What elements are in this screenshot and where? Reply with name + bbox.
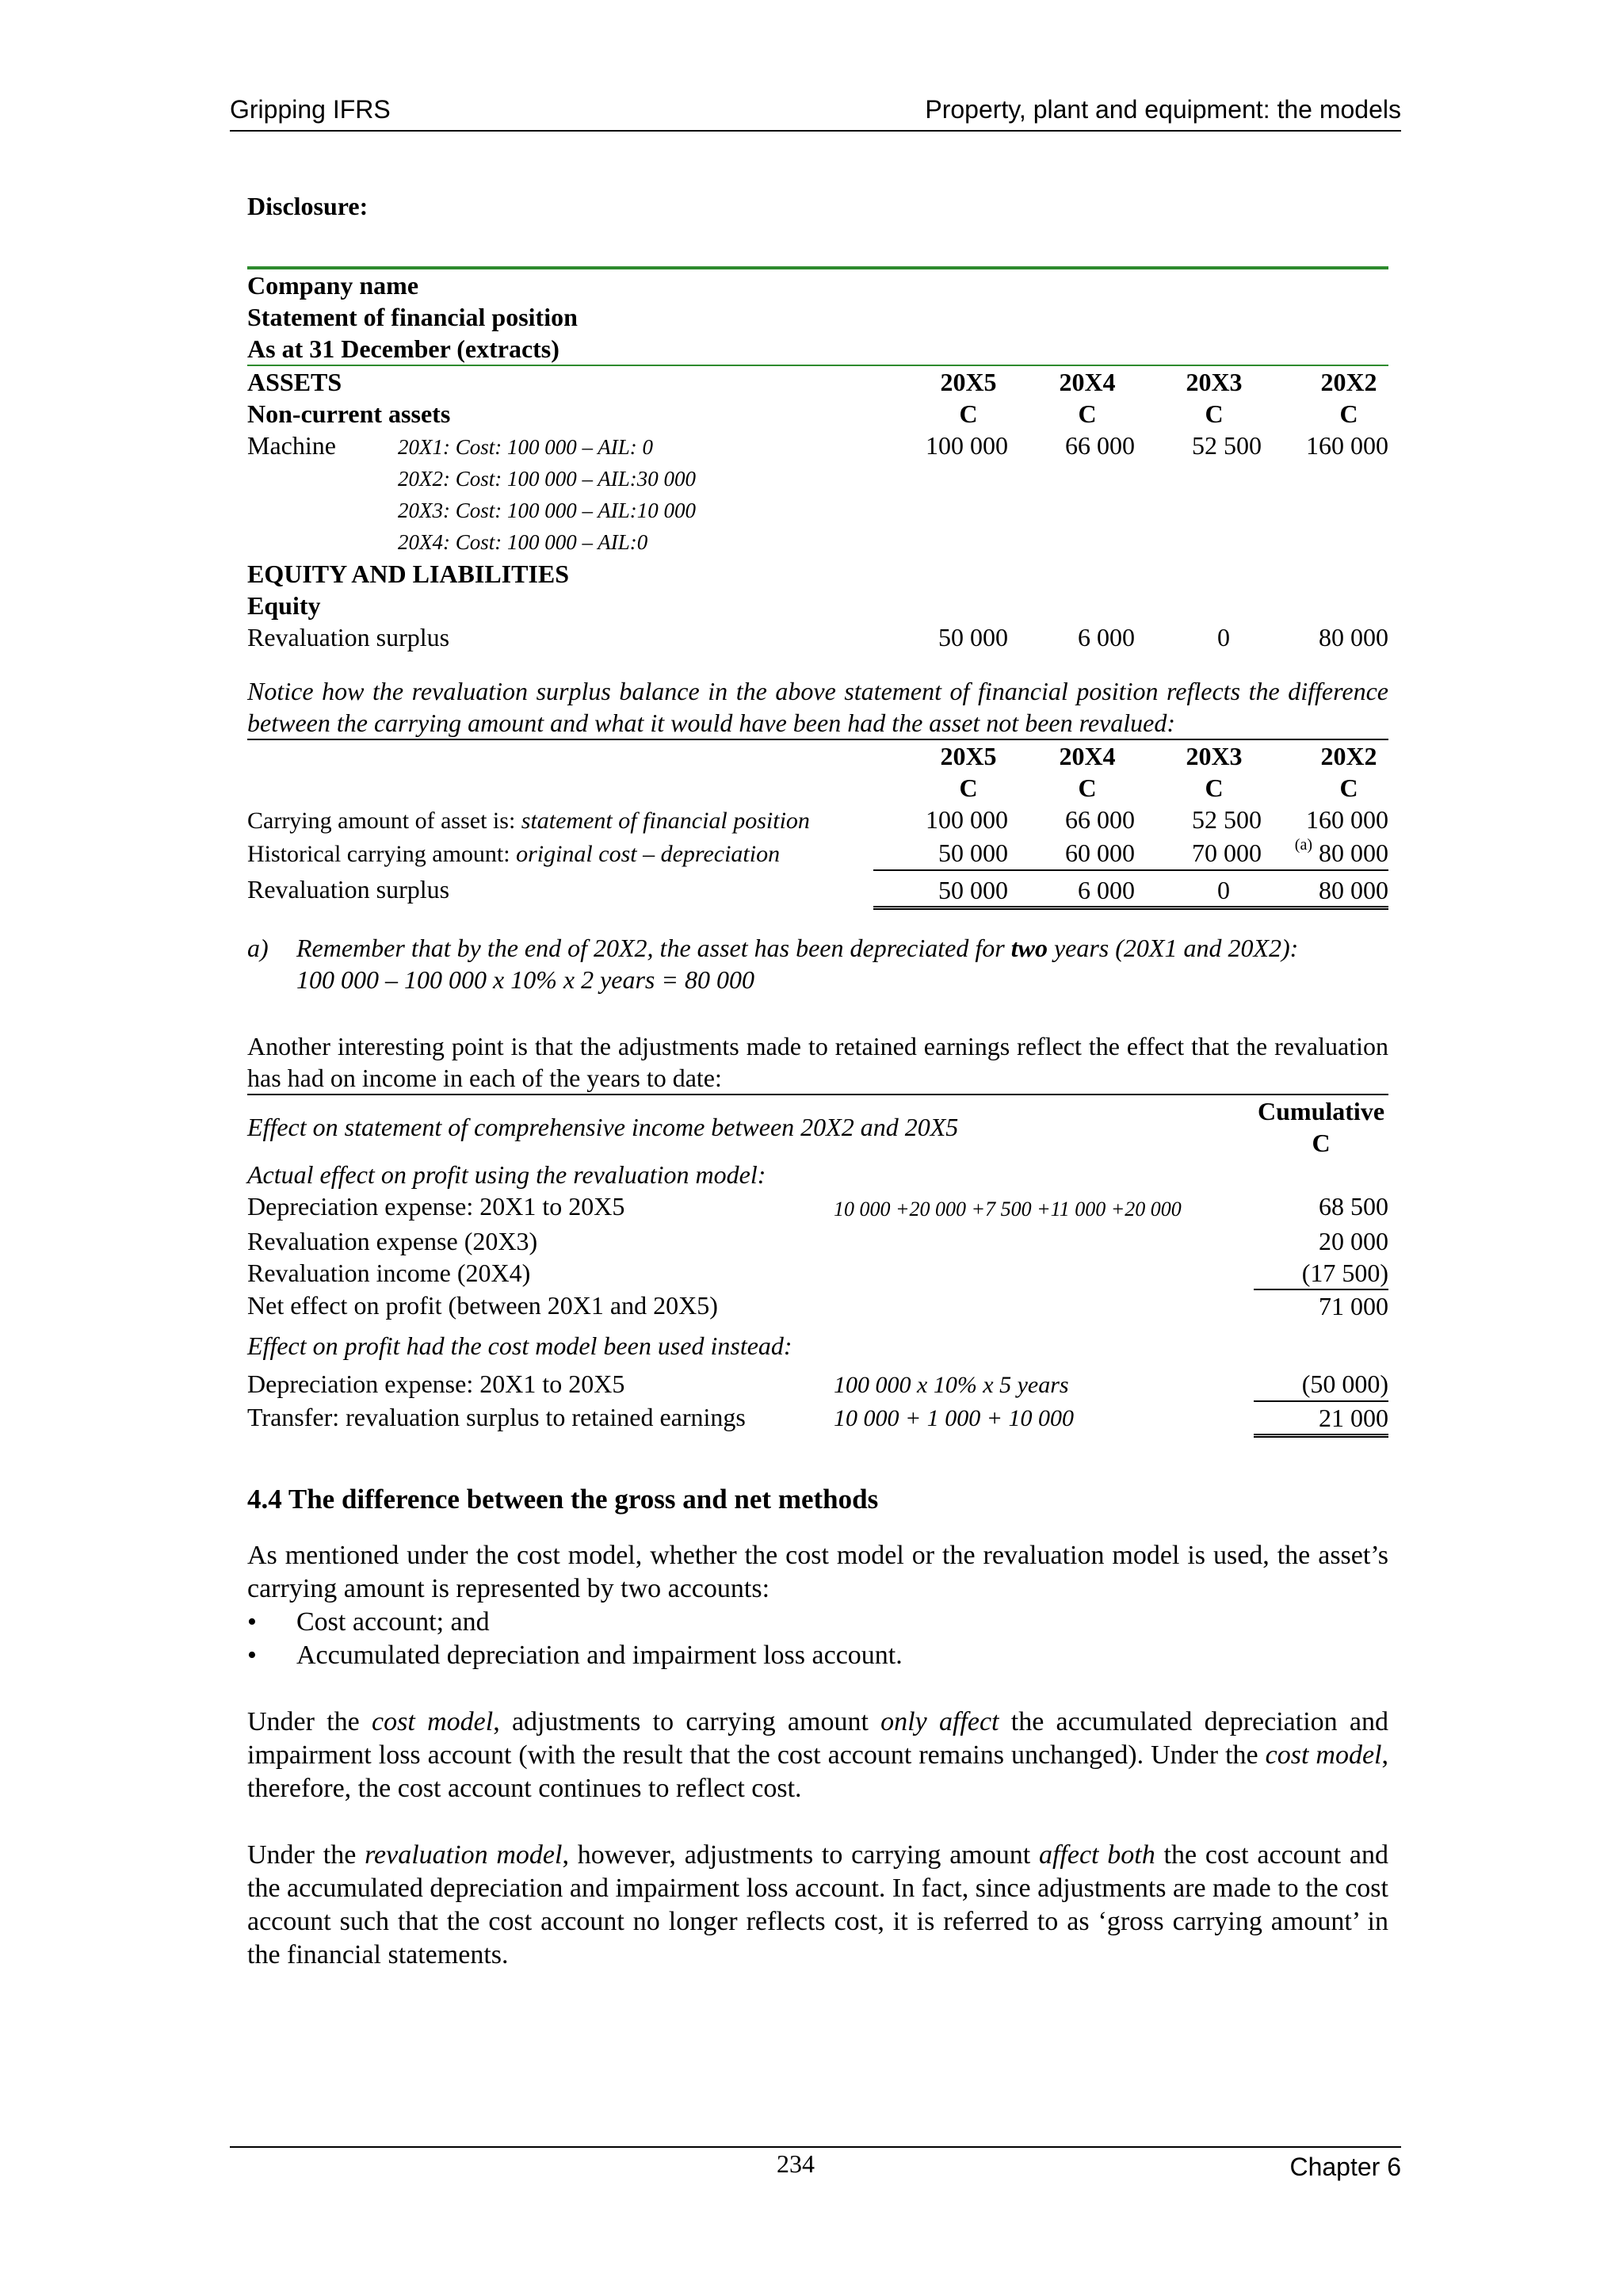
list-item: • Cost account; and	[247, 1606, 1388, 1639]
table-cell: 80 000	[1319, 623, 1388, 651]
reval-surplus-label: Revaluation surplus	[247, 875, 450, 904]
effect-row-label: Depreciation expense: 20X1 to 20X5	[247, 1370, 625, 1398]
machine-label: Machine	[247, 431, 336, 460]
machine-note: 20X1: Cost: 100 000 – AIL: 0	[398, 435, 653, 459]
footer-chapter: Chapter 6	[1289, 2153, 1401, 2181]
sofp-title: Statement of financial position	[247, 303, 578, 331]
table-cell: 71 000	[1319, 1292, 1389, 1320]
table-cell: (17 500)	[1254, 1257, 1388, 1289]
cumulative-header: Cumulative C	[1258, 1097, 1385, 1157]
reconciliation-table	[247, 739, 1388, 910]
currency-header: C	[1205, 774, 1224, 802]
disclosure-label: Disclosure:	[247, 192, 369, 220]
list-item: • Accumulated depreciation and impairment loss account.	[247, 1639, 1388, 1672]
table-cell: 50 000	[873, 870, 1008, 908]
carrying-amount-label: Carrying amount of asset is: statement of financial position	[247, 808, 810, 834]
table-cell: 60 000	[1008, 837, 1135, 870]
table-cell: 70 000	[1135, 837, 1262, 870]
table-cell: 66 000	[1065, 431, 1135, 460]
table-cell: 0	[1135, 870, 1262, 908]
currency-header: C	[959, 399, 978, 428]
table-row	[247, 1322, 1388, 1368]
notice-paragraph: Notice how the revaluation surplus balance in the above statement of financial position reflects the difference between the carrying amount and what it would have been had the asset not been revalued:	[247, 677, 1388, 737]
effect-row-label: Depreciation expense: 20X1 to 20X5	[247, 1192, 625, 1221]
header-rule	[230, 130, 1401, 132]
table-cell: 68 500	[1319, 1192, 1389, 1221]
table-cell: 20 000	[1319, 1227, 1389, 1255]
currency-header: C	[1078, 399, 1097, 428]
sofp-table	[247, 366, 1388, 653]
currency-header: C	[1339, 774, 1358, 802]
table-row	[247, 495, 1388, 526]
machine-note: 20X3: Cost: 100 000 – AIL:10 000	[398, 499, 696, 522]
table-row	[247, 804, 1388, 837]
effect-row-label: Revaluation income (20X4)	[247, 1259, 531, 1287]
table-cell: 50 000	[938, 623, 1008, 651]
header-book-title: Gripping IFRS	[230, 95, 391, 124]
section-heading: 4.4 The difference between the gross and net methods	[247, 1484, 879, 1515]
table-cell: 66 000	[1065, 805, 1135, 834]
page-number: 234	[777, 2149, 815, 2178]
effect-row-label: Revaluation expense (20X3)	[247, 1227, 538, 1255]
table-row	[247, 739, 1388, 772]
table-cell: $^{(a)}$ 80 000	[1262, 837, 1388, 870]
currency-header: C	[1205, 399, 1224, 428]
reval-surplus-label: Revaluation surplus	[247, 623, 450, 651]
equity-liabilities-heading: EQUITY AND LIABILITIES	[247, 560, 570, 588]
table-row	[247, 870, 1388, 908]
table-row	[247, 526, 1388, 558]
table-cell: 160 000	[1306, 805, 1388, 834]
table-row	[247, 590, 1388, 621]
footnote-a: a) Remember that by the end of 20X2, the asset has been depreciated for two years (20X1 and 20X2): 100 000 – 100 000 x 10% x 2 years = 80 000	[247, 932, 1388, 995]
assets-heading: ASSETS	[247, 368, 342, 396]
effect-row-label: Transfer: revaluation surplus to retained earnings	[247, 1403, 746, 1431]
table-row	[247, 1095, 1388, 1159]
currency-header: C	[1078, 774, 1097, 802]
equity-heading: Equity	[247, 591, 321, 620]
currency-header: C	[1339, 399, 1358, 428]
year-header: 20X3	[1186, 742, 1243, 770]
table-cell: (50 000)	[1254, 1368, 1388, 1401]
machine-note: 20X4: Cost: 100 000 – AIL:0	[398, 530, 648, 554]
effect-row-calc: 10 000 +20 000 +7 500 +11 000 +20 000	[834, 1198, 1182, 1221]
table-row	[247, 1289, 1388, 1322]
table-cell: 0	[1217, 623, 1230, 651]
year-header: 20X2	[1320, 742, 1377, 770]
table-row	[247, 366, 1388, 398]
year-header: 20X5	[940, 742, 997, 770]
year-header: 20X5	[940, 368, 997, 396]
year-header: 20X4	[1059, 742, 1116, 770]
table-cell: 50 000	[873, 837, 1008, 870]
table-cell: 160 000	[1306, 431, 1388, 460]
footer-rule	[230, 2146, 1401, 2148]
table-row	[247, 558, 1388, 590]
table-row	[247, 1401, 1388, 1436]
effect-row-calc: 10 000 + 1 000 + 10 000	[834, 1405, 1074, 1431]
table-cell: 6 000	[1008, 870, 1135, 908]
table-row	[247, 1368, 1388, 1401]
section-paragraph-1: As mentioned under the cost model, whether the cost model or the revaluation model is used, the asset’s carrying amount is represented by two accounts:	[247, 1541, 1388, 1603]
another-paragraph: Another interesting point is that the adjustments made to retained earnings reflect the effect that the revaluation has had on income in each of the years to date:	[247, 1032, 1388, 1092]
year-header: 20X2	[1320, 368, 1377, 396]
table-row	[247, 621, 1388, 653]
table-row	[247, 1225, 1388, 1257]
table-cell: 100 000	[926, 805, 1008, 834]
currency-header: C	[959, 774, 978, 802]
sofp-date: As at 31 December (extracts)	[247, 334, 559, 363]
table-cell: 80 000	[1262, 870, 1388, 908]
header-chapter-title: Property, plant and equipment: the models	[925, 95, 1401, 124]
footnote-calc: 100 000 – 100 000 x 10% x 2 years = 80 000	[296, 965, 754, 994]
machine-note: 20X2: Cost: 100 000 – AIL:30 000	[398, 467, 696, 491]
table-row	[247, 772, 1388, 804]
table-cell: 100 000	[926, 431, 1008, 460]
table-row	[247, 430, 1388, 463]
table-row	[247, 1159, 1388, 1190]
table-row	[247, 1190, 1388, 1225]
table-cell: 6 000	[1078, 623, 1135, 651]
cost-effect-heading: Effect on profit had the cost model been used instead:	[247, 1331, 792, 1360]
effect-heading: Effect on statement of comprehensive income between 20X2 and 20X5	[247, 1113, 959, 1141]
running-header	[230, 95, 1401, 130]
footnote-marker: (a)	[1294, 836, 1312, 854]
year-header: 20X4	[1059, 368, 1116, 396]
noncurrent-heading: Non-current assets	[247, 399, 451, 428]
table-cell: 21 000	[1254, 1401, 1388, 1436]
table-cell: 52 500	[1192, 431, 1262, 460]
sofp-company-name: Company name	[247, 271, 419, 300]
table-row	[247, 1257, 1388, 1289]
actual-effect-heading: Actual effect on profit using the revaluation model:	[247, 1160, 766, 1189]
footnote-letter: a)	[247, 934, 269, 962]
table-row	[247, 837, 1388, 870]
page-content	[247, 190, 1388, 1972]
table-cell: 52 500	[1192, 805, 1262, 834]
historical-amount-label: Historical carrying amount: original cost – depreciation	[247, 841, 781, 867]
section-paragraph-3: Under the revaluation model, however, adjustments to carrying amount affect both the cost account and the accumulated depreciation and impairment loss account. In fact, since adjustments are made to the cost account such that the cost account no longer reflects cost, it is referred to as ‘gross carrying amount’ in the financial statements.	[247, 1840, 1388, 1969]
effect-table	[247, 1094, 1388, 1438]
section-paragraph-2: Under the cost model, adjustments to carrying amount only affect the accumulated depreciation and impairment loss account (with the result that the cost account remains unchanged). Under the cost model, therefore, the cost account continues to reflect cost.	[247, 1707, 1388, 1803]
effect-row-calc: 100 000 x 10% x 5 years	[834, 1372, 1069, 1398]
year-header: 20X3	[1186, 368, 1243, 396]
table-row	[247, 398, 1388, 430]
effect-row-label: Net effect on profit (between 20X1 and 20X5)	[247, 1291, 718, 1320]
table-row	[247, 463, 1388, 495]
